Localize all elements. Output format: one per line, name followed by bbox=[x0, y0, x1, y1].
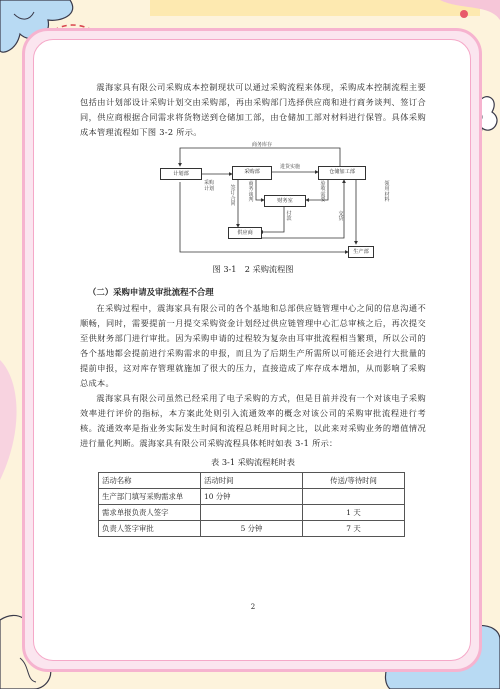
table-row bbox=[99, 489, 405, 505]
node-warehouse-processing: 仓储加工部 bbox=[318, 166, 366, 180]
table-row bbox=[99, 521, 405, 537]
node-purchase-department: 采购部 bbox=[232, 166, 272, 180]
table-header-row bbox=[99, 473, 405, 489]
label-top-feedback: 商务库存 bbox=[252, 142, 273, 148]
node-supplier: 供应商 bbox=[228, 227, 262, 239]
table-cell: 需求单报负责人签字 bbox=[99, 505, 201, 521]
table-cell: 生产部门填写采购需求单 bbox=[99, 489, 201, 505]
table-cell: 负责人签字审批 bbox=[99, 521, 201, 537]
document-page bbox=[80, 80, 426, 625]
header-activity-time: 活动时间 bbox=[201, 473, 303, 489]
procurement-flowchart bbox=[80, 142, 426, 260]
section-title: （二）采购申请及审批流程不合理 bbox=[88, 287, 214, 297]
label-acceptance: 验收需要 bbox=[320, 181, 326, 204]
figure-caption: 图 3-1 2 采购流程图 bbox=[212, 264, 294, 274]
table-caption: 表 3-1 采购流程耗时表 bbox=[211, 457, 295, 467]
header-transfer-wait-time: 传送/等待时间 bbox=[303, 473, 405, 489]
paragraph-approval-process: 在采购过程中，震海家具有限公司的各个基地和总部供应链管理中心之间的信息沟通不顺畅，同时，需要提前一月提交采购资金计划经过供应链管理中心汇总审核之后，再次提交至供财务部门进行审批。因为采购申请的过程较为复杂由耳审批流程相当繁琐，所以公司的各个基地都会提前进行采购需求的申报，而且为了后期生产所需所以可能还会进行大批量的提前申报，这对库存管理就施加了很大的压力，直接造成了库存成本增加，从而影响了采购总成本。 bbox=[80, 303, 426, 388]
header-activity-name: 活动名称 bbox=[99, 473, 201, 489]
label-purchase-execution: 进货实施 bbox=[280, 164, 301, 170]
table-cell: 1 天 bbox=[303, 505, 405, 521]
node-production: 生产部 bbox=[348, 246, 374, 258]
label-business-negotiation: 商务谈判 bbox=[248, 181, 254, 204]
node-plan-department: 计划部 bbox=[160, 168, 202, 180]
intro-paragraph: 震海家具有限公司采购成本控制现状可以通过采购流程来体现，采购成本控制流程主要包括由计划部设计采购计划交由采购部，再由采购部门选择供应商和进行商务谈判、签订合同，供应商根据合同需求将货物送到仓储加工部，由仓储加工部对材料进行保管。具体采购成本管理流程如下图 3-2 所示。 bbox=[80, 82, 426, 137]
table-cell bbox=[303, 489, 405, 505]
paragraph-efficiency: 震海家具有限公司虽然已经采用了电子采购的方式，但是目前并没有一个对该电子采购效率进行评价的指标，本方案此处则引入流通效率的概念对该公司的采购审批流程进行考核。流通效率是指业务实际发生时间和流程总耗用时间之比，以此来对采购业务的增值情况进行量化判断。震海家具有限公司采购流程具体耗时如表 3-1 所示： bbox=[80, 393, 426, 448]
label-material-claim: 领用材料 bbox=[384, 181, 390, 204]
label-contract-supplier: 签订合同 bbox=[230, 185, 236, 208]
label-payment: 付款 bbox=[286, 211, 292, 223]
label-delivery: 交货 bbox=[338, 211, 344, 223]
table-cell: 7 天 bbox=[303, 521, 405, 537]
node-finance-office: 财务室 bbox=[264, 195, 306, 207]
table-cell bbox=[201, 505, 303, 521]
procurement-time-table bbox=[98, 472, 405, 537]
table-row bbox=[99, 505, 405, 521]
label-purchase-plan: 采购 计划 bbox=[204, 180, 215, 192]
table-cell: 10 分钟 bbox=[201, 489, 303, 505]
table-cell: 5 分钟 bbox=[201, 521, 303, 537]
page-number: 2 bbox=[250, 603, 256, 611]
